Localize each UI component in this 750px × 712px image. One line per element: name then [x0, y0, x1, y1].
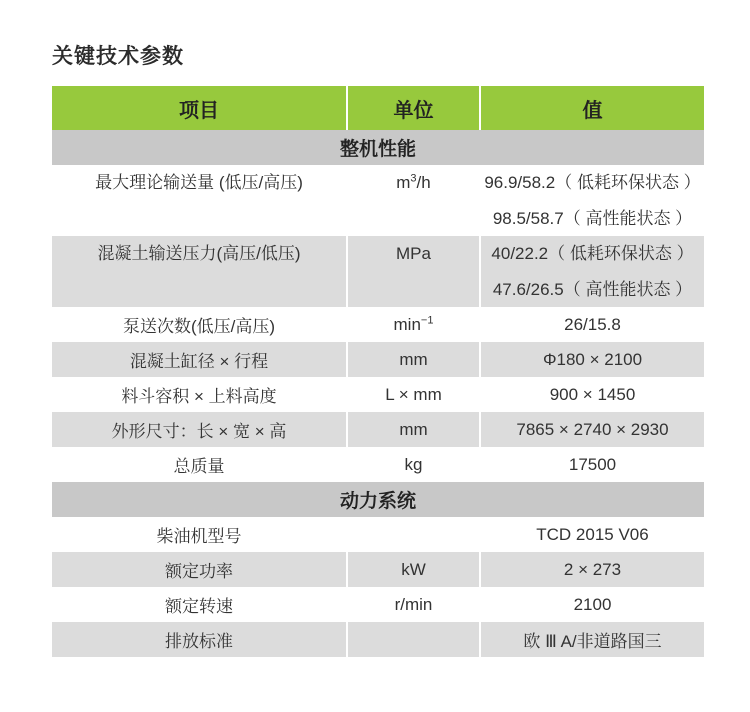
table-row [52, 377, 704, 412]
row-item: 混凝土缸径 × 行程 [52, 342, 347, 377]
section-row [52, 130, 704, 165]
row-value: TCD 2015 V06 [480, 517, 704, 552]
row-item: 最大理论输送量 (低压/高压) [52, 165, 347, 236]
row-value: 2100 [480, 587, 704, 622]
table-row [52, 412, 704, 447]
table-row [52, 447, 704, 482]
row-value: 17500 [480, 447, 704, 482]
section-title: 动力系统 [52, 482, 704, 517]
row-item: 额定功率 [52, 552, 347, 587]
header-value: 值 [480, 86, 704, 130]
row-unit: mm [347, 342, 480, 377]
row-value: 40/22.2（ 低耗环保状态 ） 47.6/26.5（ 高性能状态 ） [480, 236, 704, 307]
row-unit: kg [347, 447, 480, 482]
table-header-row [52, 86, 704, 130]
table-row [52, 622, 704, 657]
row-item: 排放标准 [52, 622, 347, 657]
row-unit: kW [347, 552, 480, 587]
table-row [52, 587, 704, 622]
table-row [52, 236, 704, 307]
row-value: 7865 × 2740 × 2930 [480, 412, 704, 447]
table-row [52, 165, 704, 236]
section-title: 整机性能 [52, 130, 704, 165]
row-value: Φ180 × 2100 [480, 342, 704, 377]
header-item: 项目 [52, 86, 347, 130]
table-row [52, 342, 704, 377]
row-unit: MPa [347, 236, 480, 307]
header-unit: 单位 [347, 86, 480, 130]
row-unit: $m^3/h$ [347, 165, 480, 236]
row-item: 柴油机型号 [52, 517, 347, 552]
row-item: 混凝土输送压力(高压/低压) [52, 236, 347, 307]
row-unit: $\min^{-1}$ [347, 307, 480, 342]
row-value: 26/15.8 [480, 307, 704, 342]
row-item: 外形尺寸：长 × 宽 × 高 [52, 412, 347, 447]
row-value: 96.9/58.2（ 低耗环保状态 ） 98.5/58.7（ 高性能状态 ） [480, 165, 704, 236]
table-row [52, 517, 704, 552]
section-row [52, 482, 704, 517]
table-row [52, 307, 704, 342]
page-title: 关键技术参数 [52, 45, 184, 68]
row-value: 900 × 1450 [480, 377, 704, 412]
row-item: 料斗容积 × 上料高度 [52, 377, 347, 412]
row-value: 欧 Ⅲ A/非道路国三 [480, 622, 704, 657]
row-unit: L × mm [347, 377, 480, 412]
row-unit: mm [347, 412, 480, 447]
row-unit [347, 517, 480, 552]
row-unit: r/min [347, 587, 480, 622]
row-unit [347, 622, 480, 657]
spec-table [52, 86, 704, 657]
row-item: 泵送次数(低压/高压) [52, 307, 347, 342]
row-item: 总质量 [52, 447, 347, 482]
row-item: 额定转速 [52, 587, 347, 622]
table-row [52, 552, 704, 587]
row-value: 2 × 273 [480, 552, 704, 587]
